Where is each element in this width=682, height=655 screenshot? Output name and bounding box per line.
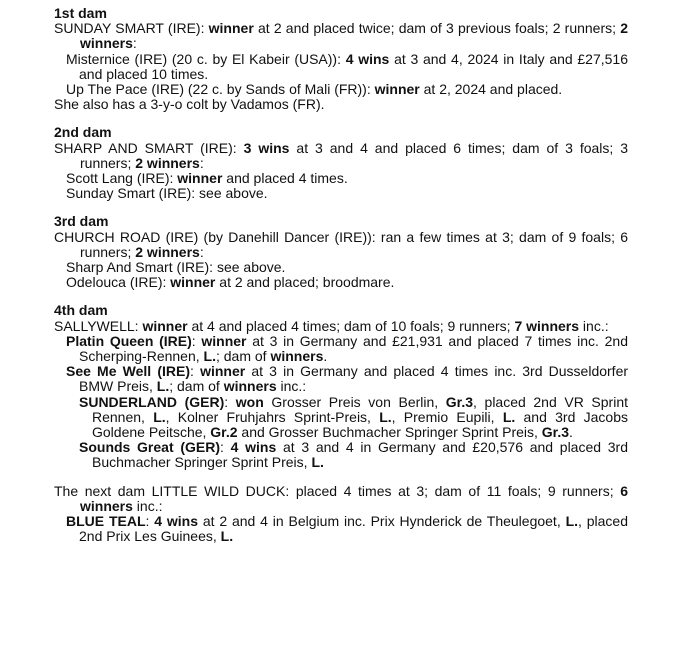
text: ; dam of (169, 378, 224, 395)
listed-mark: L. (311, 454, 324, 471)
pedigree-page (54, 6, 628, 558)
bold: 4 wins (230, 439, 277, 456)
listed-mark: L. (156, 378, 170, 395)
text: : (190, 363, 201, 380)
text: at 2 and 4 in Belgium inc. Prix Hynderick de Theulegoet, (198, 513, 566, 530)
bold: 4 wins (154, 513, 198, 530)
section-heading: 4th dam (54, 302, 108, 319)
dam-name: SHARP AND SMART (IRE): (54, 139, 237, 156)
horse-name: Sounds Great (GER) (79, 439, 220, 456)
horse-name: BLUE TEAL (66, 513, 146, 530)
dam-entry (54, 21, 628, 51)
section-heading: 1st dam (54, 5, 107, 21)
offspring-entry (66, 82, 628, 97)
text: and 3rd Jacobs Goldene Peitsche, (92, 408, 628, 441)
text: . (323, 348, 328, 365)
offspring-text: Odelouca (IRE): (66, 274, 171, 291)
dam-bold: 3 wins (243, 139, 290, 156)
bold: winners (270, 348, 324, 365)
dam-text: inc.: (579, 317, 609, 334)
note: She also has a 3-y-o colt by Vadamos (FR). (54, 96, 325, 113)
section-heading: 3rd dam (54, 213, 109, 230)
dam-bold: winner (142, 317, 188, 334)
horse-name: Platin Queen (IRE) (66, 332, 192, 349)
text: : (145, 513, 155, 530)
dam-text: : (199, 154, 204, 171)
fourth-dam-section (54, 303, 628, 470)
offspring-text: and placed 4 times. (222, 170, 348, 187)
text: , Premio Eupili, (391, 408, 503, 425)
offspring-entry-blue-teal (66, 514, 628, 544)
offspring-text: Misternice (IRE) (20 c. by El Kabeir (USA)): (66, 50, 346, 67)
dam-entry (54, 141, 628, 171)
text: inc.: (276, 378, 307, 395)
dam-name: SUNDAY SMART (IRE) (54, 20, 201, 37)
group-mark: Gr.3 (445, 393, 474, 410)
bold: winner (200, 363, 246, 380)
offspring-bold: 4 wins (345, 50, 390, 67)
dam-text: at 4 and placed 4 times; dam of 10 foals; 9 runners; (187, 317, 511, 334)
first-dam-section (54, 6, 628, 112)
text: Grosser Preis von Berlin, (263, 393, 446, 410)
offspring-bold: winner (177, 170, 223, 187)
text: at 3 in Germany and £21,931 and placed 7 times inc. 2nd Scherping-Rennen, (79, 332, 628, 365)
horse-name: See Me Well (IRE) (66, 363, 191, 380)
listed-mark: L. (502, 408, 516, 425)
dam-text: : (200, 20, 205, 37)
third-dam-section (54, 214, 628, 290)
dam-intro: The next dam LITTLE WILD DUCK: placed 4 times at 3; dam of 11 foals; 9 runners; (54, 482, 614, 499)
text: . (569, 424, 573, 441)
listed-mark: L. (220, 528, 234, 545)
offspring-bold: winner (170, 274, 216, 291)
dam-text: inc.: (132, 497, 163, 514)
next-dam-section (54, 484, 628, 545)
dam-winners: 7 winners (514, 317, 580, 334)
text: , placed 2nd Prix Les Guinees, (79, 513, 628, 545)
listed-mark: L. (379, 408, 392, 425)
text: : (220, 439, 231, 456)
offspring-text: Sunday Smart (IRE): see above. (66, 185, 268, 202)
horse-name: SUNDERLAND (GER) (79, 393, 225, 410)
dam-text: at 3 and 4 and placed 6 times; dam of 3 foals; 3 runners; (80, 139, 629, 171)
offspring-text: at 2 and placed; broodmare. (215, 274, 395, 291)
text: , placed 2nd VR Sprint Rennen, (92, 393, 628, 425)
dam-winners: 2 winners (135, 154, 200, 171)
dam-text: : (132, 35, 137, 52)
offspring-entry (66, 260, 628, 275)
dam-winners: 6 winners (80, 482, 628, 514)
text: : (224, 393, 236, 410)
offspring-entry (66, 52, 628, 82)
text: ; dam of (215, 348, 271, 365)
offspring-entry-sunderland (79, 395, 628, 441)
text: : (191, 332, 202, 349)
offspring-entry (66, 186, 628, 201)
listed-mark: L. (565, 513, 579, 530)
offspring-entry (66, 275, 628, 290)
dam-entry (54, 319, 628, 334)
offspring-text: at 3 and 4, 2024 in Italy and £27,516 and placed 10 times. (79, 50, 629, 82)
dam-entry (54, 484, 628, 514)
offspring-text: Up The Pace (IRE) (22 c. by Sands of Mali (FR)): (66, 81, 375, 98)
offspring-bold: winner (374, 81, 420, 98)
offspring-text: at 2, 2024 and placed. (419, 81, 563, 98)
text: at 3 in Germany and placed 4 times inc. 3rd Dusseldorfer BMW Preis, (79, 363, 629, 395)
group-mark: Gr.2 (210, 424, 238, 441)
second-dam-section (54, 125, 628, 201)
dam-text: at 2 and placed twice; dam of 3 previous foals; 2 runners; (253, 20, 617, 37)
offspring-text: Sharp And Smart (IRE): see above. (66, 259, 286, 276)
offspring-entry-see-me-well (66, 364, 628, 394)
bold: winner (201, 332, 247, 349)
offspring-text: Scott Lang (IRE): (66, 170, 178, 187)
dam-winners: 2 winners (80, 20, 629, 52)
dam-winners: 2 winners (135, 243, 200, 260)
listed-mark: L. (153, 408, 166, 425)
text: at 3 and 4 in Germany and £20,576 and placed 3rd Buchmacher Springer Sprint Preis, (92, 439, 628, 471)
dam-name: CHURCH ROAD (IRE) (by Danehill Dancer (IRE)): ran a few times at 3; dam of 9 foals; 6 runners; (54, 228, 628, 260)
text: and Grosser Buchmacher Springer Sprint Preis, (237, 424, 542, 441)
text: , Kolner Fruhjahrs Sprint-Preis, (165, 408, 380, 425)
dam-bold: winner (208, 20, 254, 37)
dam-name: SALLYWELL: (54, 317, 139, 334)
bold: winners (223, 378, 277, 395)
section-heading: 2nd dam (54, 124, 112, 141)
listed-mark: L. (203, 348, 216, 365)
offspring-entry (66, 171, 628, 186)
offspring-entry-platin-queen (66, 334, 628, 364)
dam-text: : (199, 243, 204, 260)
dam-entry (54, 230, 628, 260)
group-mark: Gr.3 (541, 424, 570, 441)
bold: won (235, 393, 264, 410)
offspring-entry-sounds-great (79, 440, 628, 470)
